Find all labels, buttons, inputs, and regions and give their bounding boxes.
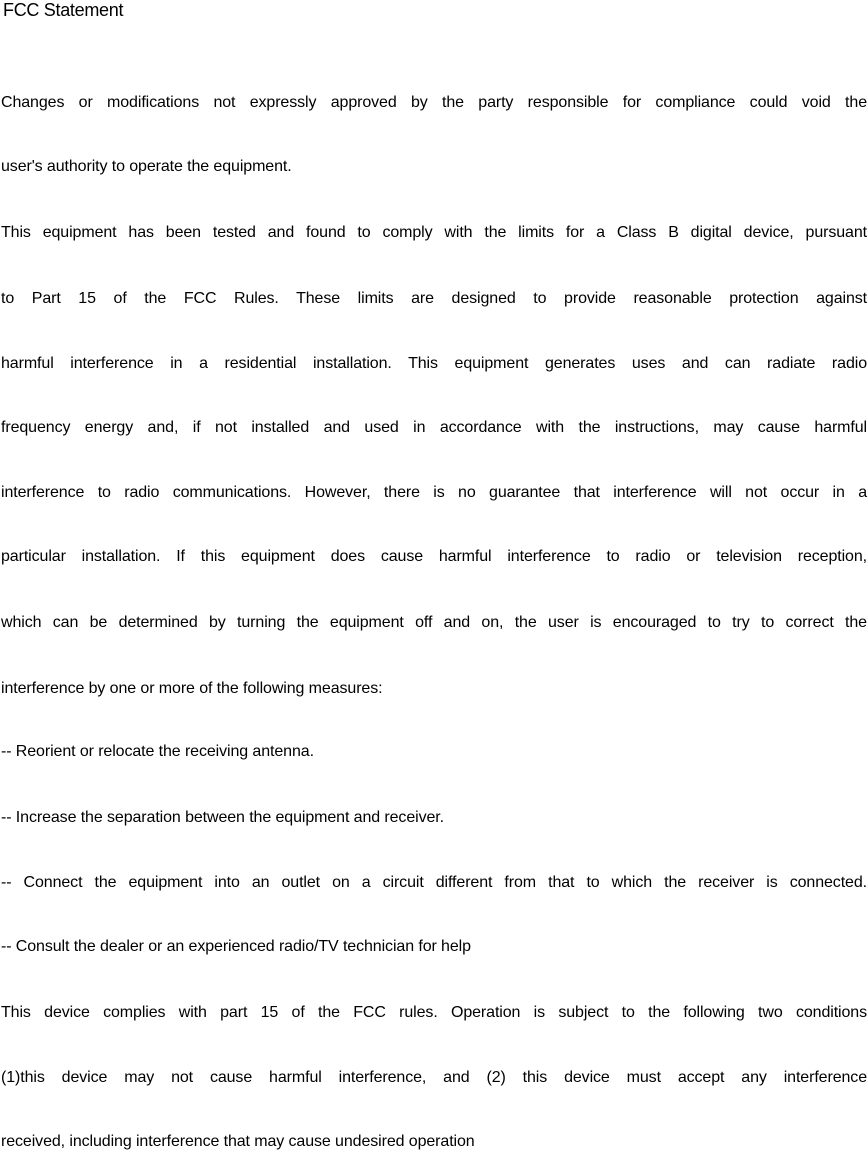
list-item: -- Consult the dealer or an experienced radio/TV technician for help [1,938,471,955]
text-line: to Part 15 of the FCC Rules. These limits are designed to provide reasonable protection against [1,290,867,307]
text-line: interference to radio communications. However, there is no guarantee that interference will not occur in a [1,484,867,501]
text-line: which can be determined by turning the equipment off and on, the user is encouraged to try to correct the [1,614,867,631]
text-line: received, including interference that may cause undesired operation [1,1133,475,1150]
list-item: -- Increase the separation between the equipment and receiver. [1,809,444,826]
text-line: harmful interference in a residential installation. This equipment generates uses and can radiate radio [1,355,867,372]
list-item: -- Connect the equipment into an outlet on a circuit different from that to which the receiver is connected. [1,874,867,891]
text-line: (1)this device may not cause harmful interference, and (2) this device must accept any interference [1,1069,867,1086]
text-line: frequency energy and, if not installed and used in accordance with the instructions, may cause harmful [1,419,867,436]
text-line: Changes or modifications not expressly approved by the party responsible for compliance could void the [1,94,867,111]
text-line: This equipment has been tested and found to comply with the limits for a Class B digital device, pursuant [1,224,867,241]
page-title: FCC Statement [3,0,124,20]
text-line: user's authority to operate the equipment. [1,158,292,175]
text-line: This device complies with part 15 of the FCC rules. Operation is subject to the following two conditions [1,1004,867,1021]
text-line: particular installation. If this equipment does cause harmful interference to radio or television reception, [1,548,867,565]
text-line: interference by one or more of the following measures: [1,680,383,697]
list-item: -- Reorient or relocate the receiving antenna. [1,743,314,760]
